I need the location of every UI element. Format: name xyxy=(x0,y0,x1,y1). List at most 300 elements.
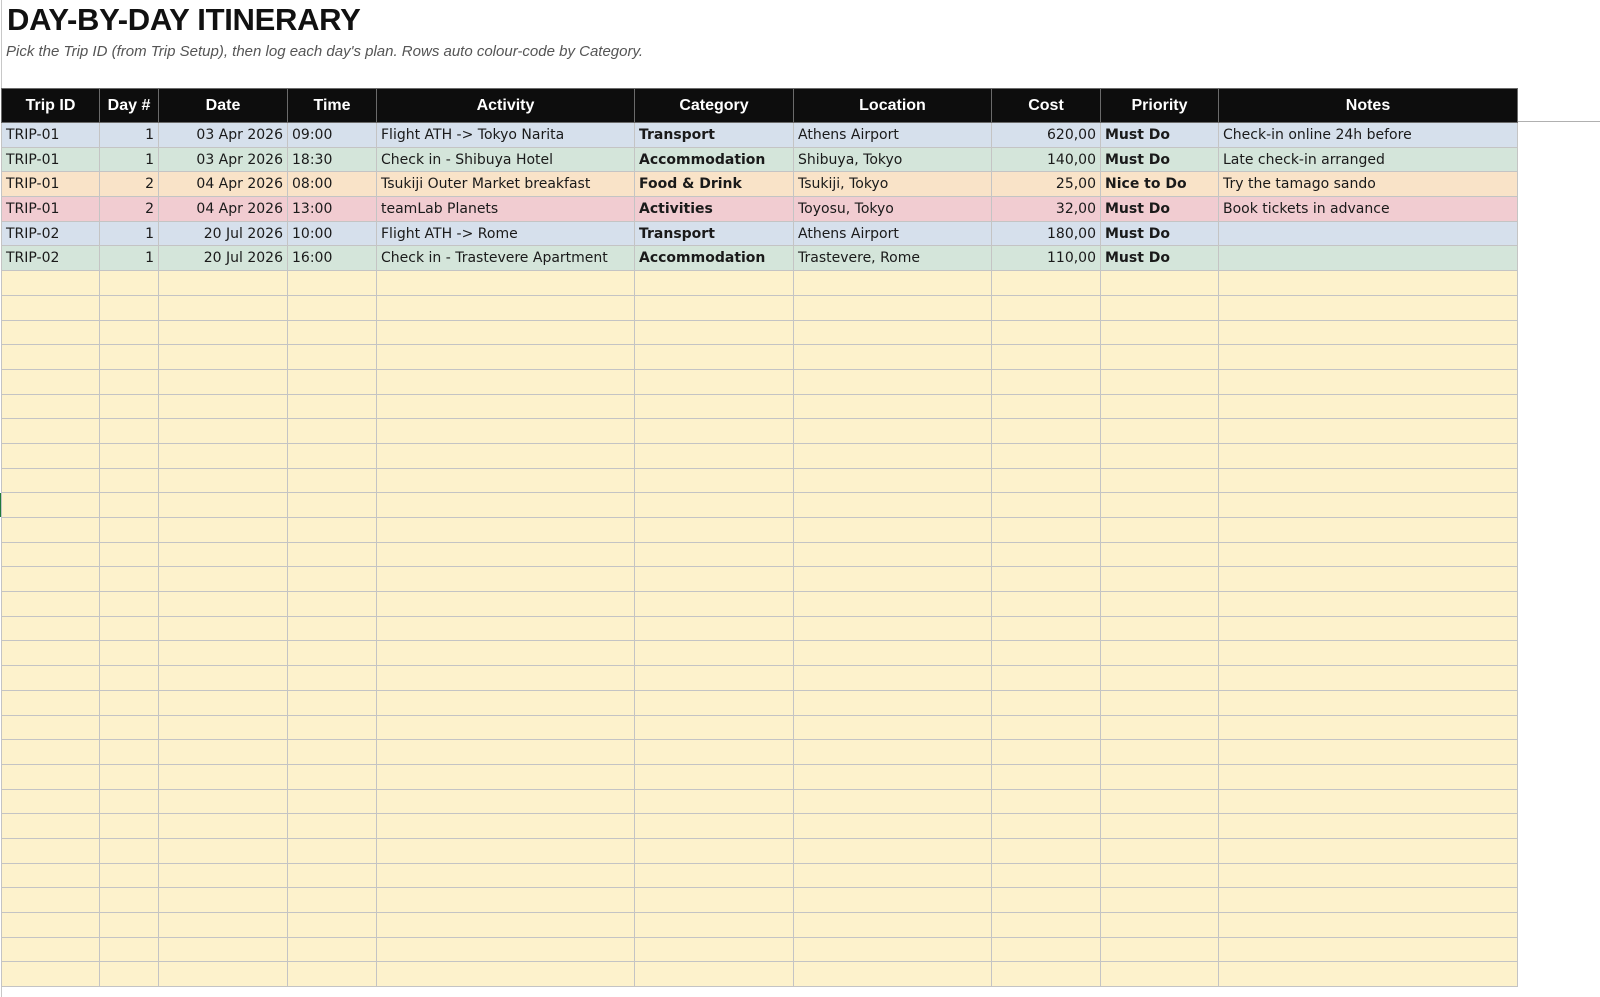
empty-cell[interactable] xyxy=(377,641,635,666)
empty-cell[interactable] xyxy=(1101,443,1219,468)
empty-cell[interactable] xyxy=(100,592,159,617)
empty-cell[interactable] xyxy=(635,345,794,370)
empty-cell[interactable] xyxy=(1101,666,1219,691)
empty-cell[interactable] xyxy=(288,641,377,666)
empty-cell[interactable] xyxy=(100,419,159,444)
empty-cell[interactable] xyxy=(1219,271,1518,296)
empty-cell[interactable] xyxy=(377,592,635,617)
empty-cell[interactable] xyxy=(1101,863,1219,888)
empty-cell[interactable] xyxy=(377,542,635,567)
empty-cell[interactable] xyxy=(377,419,635,444)
empty-cell[interactable] xyxy=(635,764,794,789)
empty-cell[interactable] xyxy=(288,567,377,592)
date-cell[interactable]: 03 Apr 2026 xyxy=(159,147,288,172)
category-cell[interactable]: Accommodation xyxy=(635,147,794,172)
empty-cell[interactable] xyxy=(1101,715,1219,740)
priority-cell[interactable]: Must Do xyxy=(1101,123,1219,148)
empty-cell[interactable] xyxy=(1219,394,1518,419)
empty-cell[interactable] xyxy=(2,295,100,320)
trip-id-cell[interactable]: TRIP-02 xyxy=(2,221,100,246)
empty-cell[interactable] xyxy=(159,666,288,691)
column-header-trip-id[interactable]: Trip ID xyxy=(2,89,100,123)
empty-cell[interactable] xyxy=(1101,913,1219,938)
empty-cell[interactable] xyxy=(794,641,992,666)
empty-cell[interactable] xyxy=(1219,641,1518,666)
trip-id-cell[interactable]: TRIP-01 xyxy=(2,147,100,172)
empty-cell[interactable] xyxy=(992,838,1101,863)
empty-cell[interactable] xyxy=(1219,419,1518,444)
empty-cell[interactable] xyxy=(635,616,794,641)
empty-cell[interactable] xyxy=(288,295,377,320)
date-cell[interactable]: 20 Jul 2026 xyxy=(159,246,288,271)
empty-cell[interactable] xyxy=(288,863,377,888)
empty-cell[interactable] xyxy=(288,913,377,938)
empty-cell[interactable] xyxy=(992,913,1101,938)
empty-cell[interactable] xyxy=(794,468,992,493)
empty-cell[interactable] xyxy=(288,616,377,641)
empty-cell[interactable] xyxy=(2,542,100,567)
empty-cell[interactable] xyxy=(1101,493,1219,518)
empty-cell[interactable] xyxy=(1219,592,1518,617)
empty-cell[interactable] xyxy=(1101,567,1219,592)
column-header-date[interactable]: Date xyxy=(159,89,288,123)
empty-cell[interactable] xyxy=(1219,369,1518,394)
empty-cell[interactable] xyxy=(992,493,1101,518)
empty-cell[interactable] xyxy=(1101,295,1219,320)
empty-cell[interactable] xyxy=(159,468,288,493)
empty-cell[interactable] xyxy=(992,690,1101,715)
location-cell[interactable]: Athens Airport xyxy=(794,221,992,246)
empty-cell[interactable] xyxy=(100,937,159,962)
time-cell[interactable]: 18:30 xyxy=(288,147,377,172)
empty-cell[interactable] xyxy=(1219,518,1518,543)
date-cell[interactable]: 20 Jul 2026 xyxy=(159,221,288,246)
empty-cell[interactable] xyxy=(794,740,992,765)
empty-cell[interactable] xyxy=(288,468,377,493)
empty-cell[interactable] xyxy=(2,962,100,987)
empty-cell[interactable] xyxy=(288,764,377,789)
empty-cell[interactable] xyxy=(2,863,100,888)
location-cell[interactable]: Trastevere, Rome xyxy=(794,246,992,271)
empty-cell[interactable] xyxy=(992,394,1101,419)
category-cell[interactable]: Transport xyxy=(635,221,794,246)
empty-cell[interactable] xyxy=(2,913,100,938)
empty-cell[interactable] xyxy=(100,345,159,370)
empty-cell[interactable] xyxy=(100,295,159,320)
empty-cell[interactable] xyxy=(794,345,992,370)
empty-cell[interactable] xyxy=(992,814,1101,839)
empty-cell[interactable] xyxy=(159,863,288,888)
empty-cell[interactable] xyxy=(2,789,100,814)
day-cell[interactable]: 1 xyxy=(100,221,159,246)
column-header-location[interactable]: Location xyxy=(794,89,992,123)
empty-cell[interactable] xyxy=(288,369,377,394)
empty-cell[interactable] xyxy=(100,493,159,518)
empty-cell[interactable] xyxy=(1219,962,1518,987)
empty-cell[interactable] xyxy=(377,913,635,938)
empty-cell[interactable] xyxy=(635,592,794,617)
empty-cell[interactable] xyxy=(794,271,992,296)
empty-cell[interactable] xyxy=(992,937,1101,962)
empty-cell[interactable] xyxy=(159,913,288,938)
empty-cell[interactable] xyxy=(1219,567,1518,592)
empty-cell[interactable] xyxy=(159,814,288,839)
empty-cell[interactable] xyxy=(100,814,159,839)
empty-cell[interactable] xyxy=(992,271,1101,296)
empty-cell[interactable] xyxy=(288,345,377,370)
empty-cell[interactable] xyxy=(288,740,377,765)
empty-cell[interactable] xyxy=(2,419,100,444)
empty-cell[interactable] xyxy=(635,740,794,765)
empty-cell[interactable] xyxy=(635,641,794,666)
empty-cell[interactable] xyxy=(1101,690,1219,715)
empty-cell[interactable] xyxy=(159,443,288,468)
empty-cell[interactable] xyxy=(992,295,1101,320)
empty-cell[interactable] xyxy=(635,369,794,394)
empty-cell[interactable] xyxy=(1219,616,1518,641)
column-header-category[interactable]: Category xyxy=(635,89,794,123)
empty-cell[interactable] xyxy=(992,641,1101,666)
empty-cell[interactable] xyxy=(1101,838,1219,863)
empty-cell[interactable] xyxy=(377,443,635,468)
location-cell[interactable]: Toyosu, Tokyo xyxy=(794,197,992,222)
empty-cell[interactable] xyxy=(635,443,794,468)
empty-cell[interactable] xyxy=(288,493,377,518)
empty-cell[interactable] xyxy=(2,666,100,691)
empty-cell[interactable] xyxy=(1101,345,1219,370)
empty-cell[interactable] xyxy=(794,518,992,543)
empty-cell[interactable] xyxy=(1219,789,1518,814)
empty-cell[interactable] xyxy=(992,789,1101,814)
cost-cell[interactable]: 32,00 xyxy=(992,197,1101,222)
empty-cell[interactable] xyxy=(159,394,288,419)
empty-cell[interactable] xyxy=(992,616,1101,641)
empty-cell[interactable] xyxy=(635,567,794,592)
empty-cell[interactable] xyxy=(992,369,1101,394)
empty-cell[interactable] xyxy=(794,616,992,641)
empty-cell[interactable] xyxy=(1219,913,1518,938)
empty-cell[interactable] xyxy=(100,863,159,888)
empty-cell[interactable] xyxy=(794,666,992,691)
empty-cell[interactable] xyxy=(100,666,159,691)
empty-cell[interactable] xyxy=(1219,838,1518,863)
empty-cell[interactable] xyxy=(100,913,159,938)
empty-cell[interactable] xyxy=(377,715,635,740)
empty-cell[interactable] xyxy=(288,518,377,543)
time-cell[interactable]: 16:00 xyxy=(288,246,377,271)
empty-cell[interactable] xyxy=(377,345,635,370)
empty-cell[interactable] xyxy=(159,740,288,765)
empty-cell[interactable] xyxy=(794,542,992,567)
empty-cell[interactable] xyxy=(1101,789,1219,814)
empty-cell[interactable] xyxy=(159,764,288,789)
empty-cell[interactable] xyxy=(635,518,794,543)
category-cell[interactable]: Activities xyxy=(635,197,794,222)
category-cell[interactable]: Transport xyxy=(635,123,794,148)
empty-cell[interactable] xyxy=(794,369,992,394)
empty-cell[interactable] xyxy=(159,690,288,715)
empty-cell[interactable] xyxy=(159,962,288,987)
empty-cell[interactable] xyxy=(2,764,100,789)
column-header-priority[interactable]: Priority xyxy=(1101,89,1219,123)
empty-cell[interactable] xyxy=(2,443,100,468)
empty-cell[interactable] xyxy=(794,567,992,592)
empty-cell[interactable] xyxy=(1219,542,1518,567)
category-cell[interactable]: Accommodation xyxy=(635,246,794,271)
day-cell[interactable]: 1 xyxy=(100,147,159,172)
trip-id-cell[interactable]: TRIP-02 xyxy=(2,246,100,271)
empty-cell[interactable] xyxy=(377,666,635,691)
empty-cell[interactable] xyxy=(159,320,288,345)
empty-cell[interactable] xyxy=(2,394,100,419)
location-cell[interactable]: Shibuya, Tokyo xyxy=(794,147,992,172)
empty-cell[interactable] xyxy=(794,320,992,345)
column-header-time[interactable]: Time xyxy=(288,89,377,123)
empty-cell[interactable] xyxy=(100,369,159,394)
empty-cell[interactable] xyxy=(159,789,288,814)
time-cell[interactable]: 13:00 xyxy=(288,197,377,222)
empty-cell[interactable] xyxy=(288,443,377,468)
empty-cell[interactable] xyxy=(992,320,1101,345)
empty-cell[interactable] xyxy=(992,468,1101,493)
notes-cell[interactable]: Late check-in arranged xyxy=(1219,147,1518,172)
empty-cell[interactable] xyxy=(2,468,100,493)
empty-cell[interactable] xyxy=(377,369,635,394)
empty-cell[interactable] xyxy=(794,789,992,814)
empty-cell[interactable] xyxy=(1219,345,1518,370)
column-header-activity[interactable]: Activity xyxy=(377,89,635,123)
date-cell[interactable]: 04 Apr 2026 xyxy=(159,197,288,222)
empty-cell[interactable] xyxy=(635,715,794,740)
empty-cell[interactable] xyxy=(288,592,377,617)
empty-cell[interactable] xyxy=(288,789,377,814)
empty-cell[interactable] xyxy=(2,567,100,592)
empty-cell[interactable] xyxy=(159,271,288,296)
empty-cell[interactable] xyxy=(794,592,992,617)
column-header-cost[interactable]: Cost xyxy=(992,89,1101,123)
empty-cell[interactable] xyxy=(100,443,159,468)
empty-cell[interactable] xyxy=(100,518,159,543)
empty-cell[interactable] xyxy=(635,962,794,987)
activity-cell[interactable]: Flight ATH -> Tokyo Narita xyxy=(377,123,635,148)
empty-cell[interactable] xyxy=(377,271,635,296)
priority-cell[interactable]: Must Do xyxy=(1101,197,1219,222)
empty-cell[interactable] xyxy=(1101,394,1219,419)
empty-cell[interactable] xyxy=(794,913,992,938)
empty-cell[interactable] xyxy=(1219,493,1518,518)
empty-cell[interactable] xyxy=(100,394,159,419)
empty-cell[interactable] xyxy=(992,666,1101,691)
empty-cell[interactable] xyxy=(1101,740,1219,765)
empty-cell[interactable] xyxy=(2,740,100,765)
empty-cell[interactable] xyxy=(2,641,100,666)
empty-cell[interactable] xyxy=(635,394,794,419)
location-cell[interactable]: Athens Airport xyxy=(794,123,992,148)
day-cell[interactable]: 2 xyxy=(100,172,159,197)
empty-cell[interactable] xyxy=(288,937,377,962)
priority-cell[interactable]: Nice to Do xyxy=(1101,172,1219,197)
notes-cell[interactable] xyxy=(1219,246,1518,271)
empty-cell[interactable] xyxy=(635,295,794,320)
empty-cell[interactable] xyxy=(992,518,1101,543)
activity-cell[interactable]: Flight ATH -> Rome xyxy=(377,221,635,246)
empty-cell[interactable] xyxy=(635,542,794,567)
empty-cell[interactable] xyxy=(635,666,794,691)
empty-cell[interactable] xyxy=(100,271,159,296)
empty-cell[interactable] xyxy=(992,863,1101,888)
column-header-notes[interactable]: Notes xyxy=(1219,89,1518,123)
notes-cell[interactable]: Check-in online 24h before xyxy=(1219,123,1518,148)
empty-cell[interactable] xyxy=(288,814,377,839)
empty-cell[interactable] xyxy=(992,443,1101,468)
empty-cell[interactable] xyxy=(635,814,794,839)
empty-cell[interactable] xyxy=(100,567,159,592)
time-cell[interactable]: 08:00 xyxy=(288,172,377,197)
empty-cell[interactable] xyxy=(159,641,288,666)
empty-cell[interactable] xyxy=(1219,295,1518,320)
empty-cell[interactable] xyxy=(794,493,992,518)
empty-cell[interactable] xyxy=(100,320,159,345)
empty-cell[interactable] xyxy=(635,690,794,715)
empty-cell[interactable] xyxy=(794,295,992,320)
empty-cell[interactable] xyxy=(288,394,377,419)
empty-cell[interactable] xyxy=(2,592,100,617)
empty-cell[interactable] xyxy=(377,789,635,814)
notes-cell[interactable]: Try the tamago sando xyxy=(1219,172,1518,197)
empty-cell[interactable] xyxy=(794,715,992,740)
empty-cell[interactable] xyxy=(159,715,288,740)
empty-cell[interactable] xyxy=(288,715,377,740)
empty-cell[interactable] xyxy=(1101,814,1219,839)
priority-cell[interactable]: Must Do xyxy=(1101,147,1219,172)
empty-cell[interactable] xyxy=(100,962,159,987)
column-header-day[interactable]: Day # xyxy=(100,89,159,123)
empty-cell[interactable] xyxy=(377,863,635,888)
empty-cell[interactable] xyxy=(1219,740,1518,765)
empty-cell[interactable] xyxy=(2,937,100,962)
empty-cell[interactable] xyxy=(159,567,288,592)
empty-cell[interactable] xyxy=(1219,443,1518,468)
empty-cell[interactable] xyxy=(100,789,159,814)
empty-cell[interactable] xyxy=(100,542,159,567)
empty-cell[interactable] xyxy=(992,715,1101,740)
empty-cell[interactable] xyxy=(1101,271,1219,296)
empty-cell[interactable] xyxy=(1101,764,1219,789)
empty-cell[interactable] xyxy=(288,419,377,444)
empty-cell[interactable] xyxy=(794,888,992,913)
date-cell[interactable]: 03 Apr 2026 xyxy=(159,123,288,148)
empty-cell[interactable] xyxy=(288,271,377,296)
empty-cell[interactable] xyxy=(1101,616,1219,641)
empty-cell[interactable] xyxy=(794,863,992,888)
empty-cell[interactable] xyxy=(100,888,159,913)
empty-cell[interactable] xyxy=(2,271,100,296)
empty-cell[interactable] xyxy=(377,962,635,987)
empty-cell[interactable] xyxy=(100,616,159,641)
empty-cell[interactable] xyxy=(635,937,794,962)
empty-cell[interactable] xyxy=(1101,419,1219,444)
day-cell[interactable]: 2 xyxy=(100,197,159,222)
empty-cell[interactable] xyxy=(1219,863,1518,888)
empty-cell[interactable] xyxy=(377,320,635,345)
day-cell[interactable]: 1 xyxy=(100,123,159,148)
empty-cell[interactable] xyxy=(100,690,159,715)
empty-cell[interactable] xyxy=(377,690,635,715)
empty-cell[interactable] xyxy=(794,962,992,987)
cost-cell[interactable]: 180,00 xyxy=(992,221,1101,246)
empty-cell[interactable] xyxy=(2,493,100,518)
empty-cell[interactable] xyxy=(1101,369,1219,394)
empty-cell[interactable] xyxy=(159,592,288,617)
empty-cell[interactable] xyxy=(794,394,992,419)
empty-cell[interactable] xyxy=(377,740,635,765)
cost-cell[interactable]: 25,00 xyxy=(992,172,1101,197)
empty-cell[interactable] xyxy=(992,567,1101,592)
empty-cell[interactable] xyxy=(1101,641,1219,666)
empty-cell[interactable] xyxy=(377,394,635,419)
empty-cell[interactable] xyxy=(1101,542,1219,567)
empty-cell[interactable] xyxy=(635,888,794,913)
empty-cell[interactable] xyxy=(992,764,1101,789)
trip-id-cell[interactable]: TRIP-01 xyxy=(2,172,100,197)
empty-cell[interactable] xyxy=(288,888,377,913)
empty-cell[interactable] xyxy=(635,789,794,814)
category-cell[interactable]: Food & Drink xyxy=(635,172,794,197)
priority-cell[interactable]: Must Do xyxy=(1101,246,1219,271)
trip-id-cell[interactable]: TRIP-01 xyxy=(2,123,100,148)
empty-cell[interactable] xyxy=(377,814,635,839)
empty-cell[interactable] xyxy=(1101,937,1219,962)
empty-cell[interactable] xyxy=(1219,468,1518,493)
empty-cell[interactable] xyxy=(794,814,992,839)
location-cell[interactable]: Tsukiji, Tokyo xyxy=(794,172,992,197)
trip-id-cell[interactable]: TRIP-01 xyxy=(2,197,100,222)
empty-cell[interactable] xyxy=(2,345,100,370)
empty-cell[interactable] xyxy=(1219,666,1518,691)
empty-cell[interactable] xyxy=(288,838,377,863)
empty-cell[interactable] xyxy=(288,962,377,987)
empty-cell[interactable] xyxy=(1219,690,1518,715)
empty-cell[interactable] xyxy=(1101,468,1219,493)
empty-cell[interactable] xyxy=(1219,814,1518,839)
empty-cell[interactable] xyxy=(2,888,100,913)
empty-cell[interactable] xyxy=(2,369,100,394)
empty-cell[interactable] xyxy=(159,419,288,444)
empty-cell[interactable] xyxy=(159,937,288,962)
empty-cell[interactable] xyxy=(1219,764,1518,789)
empty-cell[interactable] xyxy=(2,690,100,715)
empty-cell[interactable] xyxy=(1101,320,1219,345)
empty-cell[interactable] xyxy=(635,838,794,863)
empty-cell[interactable] xyxy=(1101,518,1219,543)
notes-cell[interactable] xyxy=(1219,221,1518,246)
notes-cell[interactable]: Book tickets in advance xyxy=(1219,197,1518,222)
empty-cell[interactable] xyxy=(992,888,1101,913)
empty-cell[interactable] xyxy=(2,814,100,839)
day-cell[interactable]: 1 xyxy=(100,246,159,271)
activity-cell[interactable]: Check in - Trastevere Apartment xyxy=(377,246,635,271)
empty-cell[interactable] xyxy=(288,666,377,691)
empty-cell[interactable] xyxy=(992,962,1101,987)
empty-cell[interactable] xyxy=(159,518,288,543)
empty-cell[interactable] xyxy=(794,419,992,444)
empty-cell[interactable] xyxy=(377,468,635,493)
empty-cell[interactable] xyxy=(288,320,377,345)
activity-cell[interactable]: Check in - Shibuya Hotel xyxy=(377,147,635,172)
empty-cell[interactable] xyxy=(377,888,635,913)
empty-cell[interactable] xyxy=(377,764,635,789)
empty-cell[interactable] xyxy=(100,740,159,765)
